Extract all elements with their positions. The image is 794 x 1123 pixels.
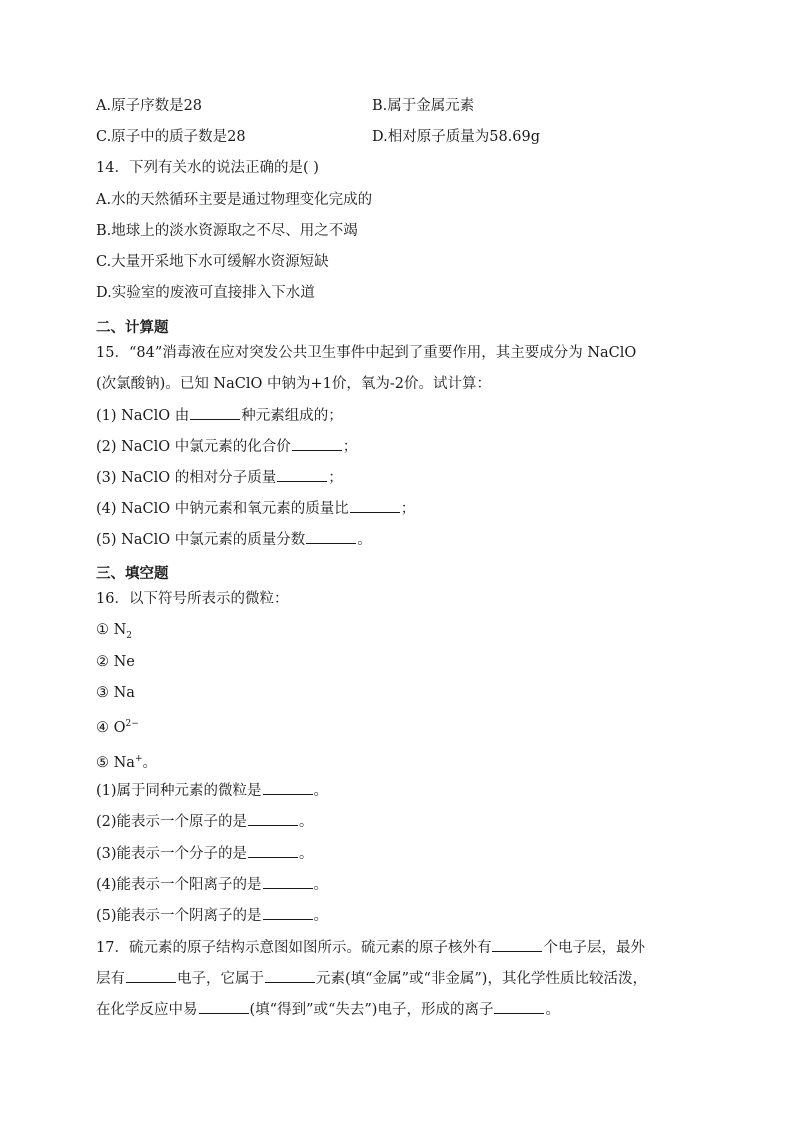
answer-blank[interactable] [248, 811, 298, 826]
q14-option-c: C.大量开采地下水可缓解水资源短缺 [96, 254, 329, 270]
q15-part2: (2) NaClO 中氯元素的化合价 ； [96, 436, 357, 457]
q17-line3: 在化学反应中易 (填“得到”或“失去”)电子，形成的离子 。 [96, 999, 560, 1020]
answer-blank[interactable] [263, 780, 313, 795]
q15-part1: (1) NaClO 由 种元素组成的； [96, 405, 343, 426]
q15-stem-line2: (次氯酸钠)。已知 NaClO 中钠为+1价，氧为-2价。试计算： [96, 376, 491, 392]
q14-stem: 14．下列有关水的说法正确的是( ) [96, 160, 319, 176]
q13-option-c: C.原子中的质子数是28 [96, 129, 246, 145]
q13-options-row2 [96, 127, 541, 147]
q13-option-b: B.属于金属元素 [372, 98, 475, 114]
q16-part5: (5)能表示一个阴离子的是 。 [96, 905, 328, 926]
answer-blank[interactable] [494, 999, 544, 1014]
answer-blank[interactable] [248, 843, 298, 858]
section-heading-calculation: 二、计算题 [96, 320, 169, 336]
answer-blank[interactable] [190, 405, 240, 420]
q15-part3: (3) NaClO 的相对分子质量 ； [96, 467, 343, 488]
answer-blank[interactable] [263, 874, 313, 889]
answer-blank[interactable] [265, 968, 315, 983]
q17-line1: 17．硫元素的原子结构示意图如图所示。硫元素的原子核外有 个电子层，最外 [96, 937, 645, 958]
answer-blank[interactable] [277, 467, 327, 482]
q15-part5: (5) NaClO 中氯元素的质量分数 。 [96, 529, 372, 550]
q13-option-a: A.原子序数是28 [96, 98, 203, 114]
q14-option-b: B.地球上的淡水资源取之不尽、用之不竭 [96, 223, 358, 239]
q17-line2: 层有 电子，它属于 元素(填“金属”或“非金属”)，其化学性质比较活泼， [96, 968, 647, 989]
answer-blank[interactable] [199, 999, 249, 1014]
q15-part4: (4) NaClO 中钠元素和氧元素的质量比 ； [96, 498, 415, 519]
q16-symbol-1: ① $N_2$ [96, 622, 133, 641]
q15-stem-line1: 15．“84”消毒液在应对突发公共卫生事件中起到了重要作用，其主要成分为 NaClO [96, 345, 637, 361]
q16-symbol-5: ⑤ Na+。 [96, 754, 157, 771]
answer-blank[interactable] [292, 436, 342, 451]
answer-blank[interactable] [263, 905, 313, 920]
answer-blank[interactable] [350, 498, 400, 513]
answer-blank[interactable] [492, 937, 542, 952]
q16-stem: 16．以下符号所表示的微粒： [96, 591, 289, 607]
q16-part3: (3)能表示一个分子的是 。 [96, 843, 314, 864]
q16-part1: (1)属于同种元素的微粒是 。 [96, 780, 328, 801]
answer-blank[interactable] [126, 968, 176, 983]
q13-option-d: D.相对原子质量为58.69g [372, 129, 541, 145]
q16-symbol-2: ② Ne [96, 654, 135, 670]
q16-symbol-3: ③ Na [96, 685, 135, 701]
q14-option-d: D.实验室的废液可直接排入下水道 [96, 285, 315, 301]
q16-part2: (2)能表示一个原子的是 。 [96, 811, 314, 832]
q13-options-row1 [96, 96, 475, 116]
q14-option-a: A.水的天然循环主要是通过物理变化完成的 [96, 192, 373, 208]
q16-symbol-4: ④ $O^{2-}$ [96, 719, 139, 736]
answer-blank[interactable] [306, 529, 356, 544]
q16-part4: (4)能表示一个阳离子的是 。 [96, 874, 328, 895]
section-heading-fill-in: 三、填空题 [96, 566, 169, 582]
